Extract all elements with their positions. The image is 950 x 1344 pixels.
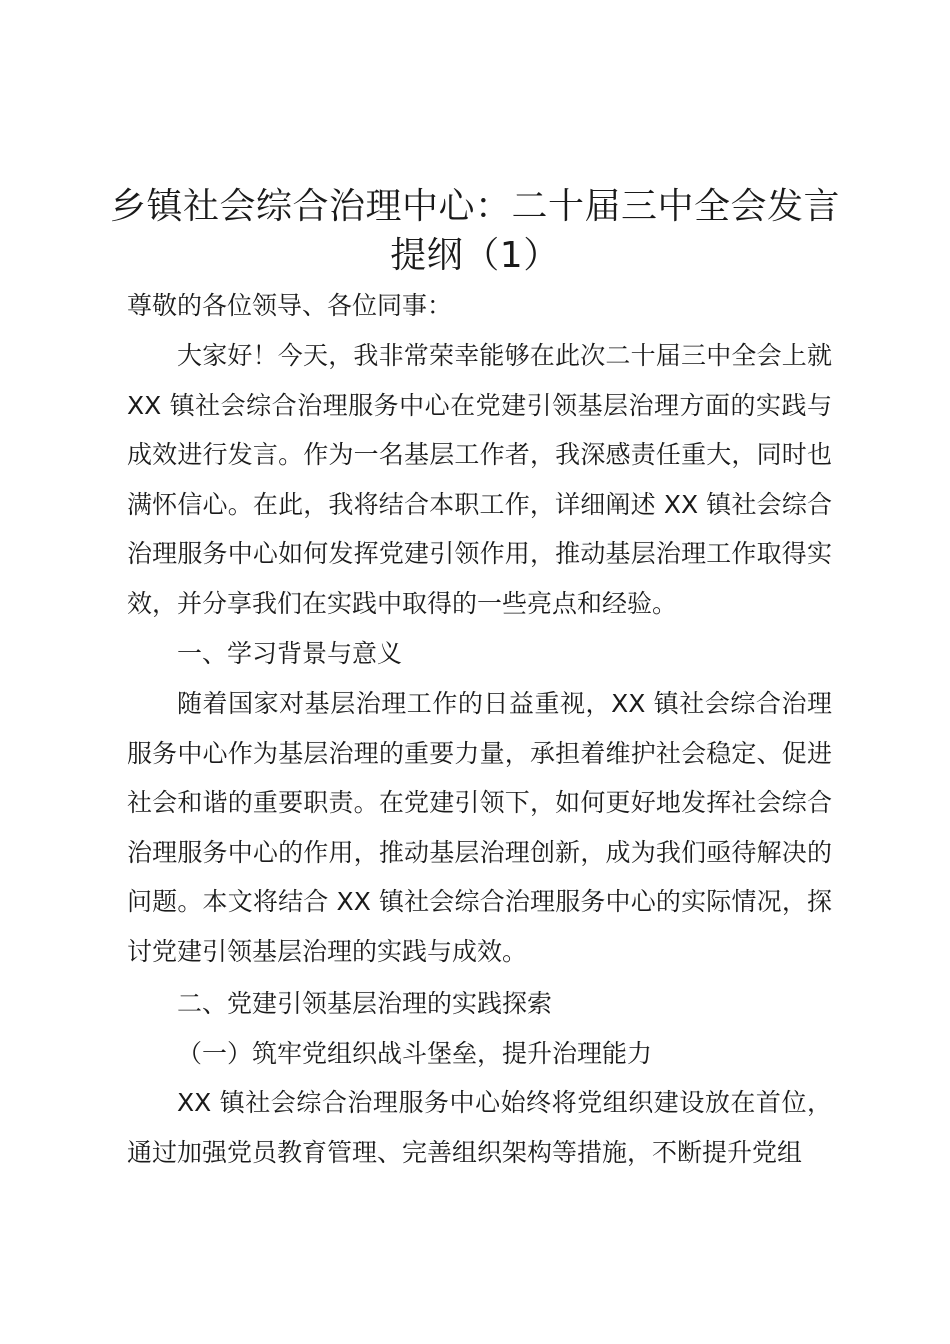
section-heading-1: 一、学习背景与意义 [177,639,403,668]
paragraph-background: 随着国家对基层治理工作的日益重视，XX 镇社会综合治理服务中心作为基层治理的重要力量，承担着维护社会稳定、促进社会和谐的重要职责。在党建引领下，如何更好地发挥社会综合治理服务中心的作用，推动基层治理创新，成为我们亟待解决的问题。本文将结合 XX 镇社会综合治理服务中心的实际情况，探讨党建引领基层治理的实践与成效。 [127,689,832,966]
section-heading-2: 二、党建引领基层治理的实践探索 [177,989,553,1018]
subsection-heading-1: （一）筑牢党组织战斗堡垒，提升治理能力 [177,1039,653,1068]
paragraph-intro: 大家好！今天，我非常荣幸能够在此次二十届三中全会上就 XX 镇社会综合治理服务中心在党建引领基层治理方面的实践与成效进行发言。作为一名基层工作者，我深感责任重大，同时也满怀信心。在此，我将结合本职工作，详细阐述 XX 镇社会综合治理服务中心如何发挥党建引领作用，推动基层治理工作取得实效，并分享我们在实践中取得的一些亮点和经验。 [127,341,840,618]
document-title-line-2: 提纲（1） [390,235,560,276]
document-title-line-1: 乡镇社会综合治理中心：二十届三中全会发言 [109,186,840,227]
paragraph-party-building: XX 镇社会综合治理服务中心始终将党组织建设放在首位，通过加强党员教育管理、完善组织架构等措施，不断提升党组 [127,1088,832,1167]
salutation: 尊敬的各位领导、各位同事： [127,291,453,320]
